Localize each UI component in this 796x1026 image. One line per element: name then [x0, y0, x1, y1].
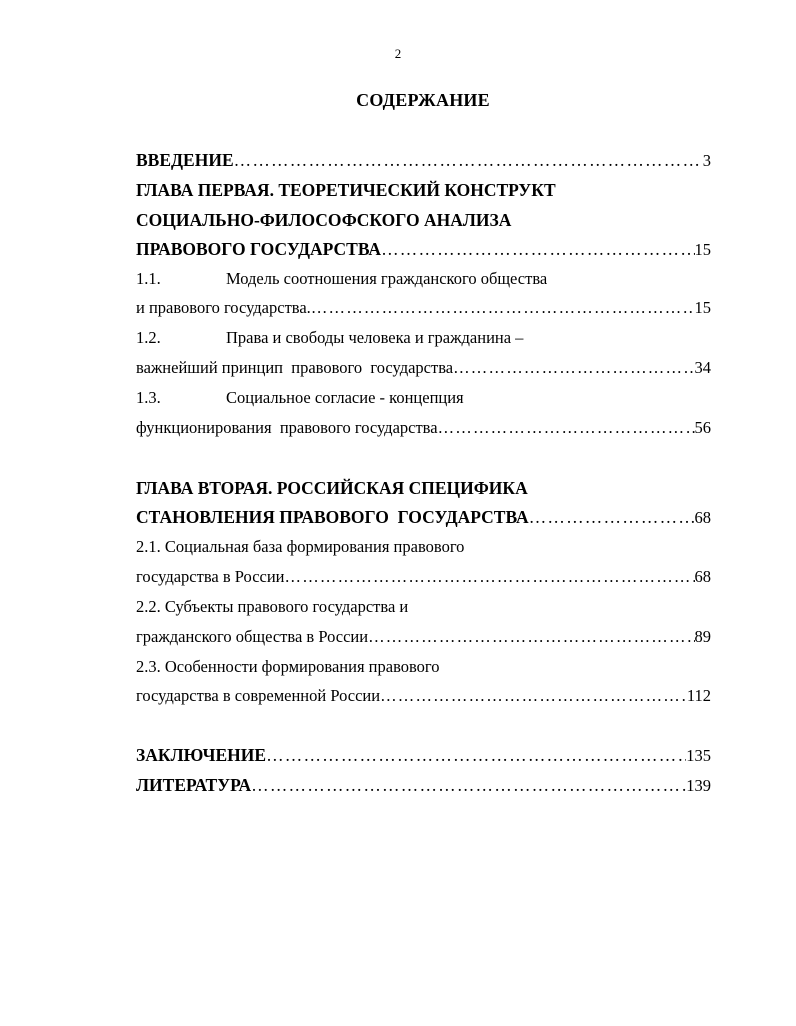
- toc-entry-literature[interactable]: [136, 775, 711, 797]
- toc-entry-label: важнейший принцип правового государства: [136, 358, 454, 377]
- toc-entry-introduction[interactable]: [136, 150, 711, 172]
- toc-page-number: 135: [686, 746, 711, 765]
- toc-page-number: 139: [686, 776, 711, 795]
- leader-dots: [381, 239, 694, 260]
- leader-dots: [234, 150, 703, 171]
- toc-entry-label: ЛИТЕРАТУРА: [136, 775, 252, 795]
- toc-section-2-1-line-2[interactable]: [136, 567, 711, 589]
- leader-dots: [453, 358, 694, 378]
- toc-section-2-3-line-2[interactable]: [136, 686, 711, 708]
- leader-dots: [380, 686, 687, 706]
- toc-entry-label: Модель соотношения гражданского общества: [226, 269, 548, 288]
- leader-dots: [438, 418, 695, 438]
- leader-dots: [251, 775, 686, 796]
- leader-dots: [368, 627, 694, 647]
- toc-section-1-2-line-1[interactable]: [136, 328, 711, 350]
- toc-section-2-2-line-1[interactable]: [136, 597, 711, 619]
- toc-entry-label: Права и свободы человека и гражданина –: [226, 328, 524, 347]
- toc-entry-label: ВВЕДЕНИЕ: [136, 150, 234, 170]
- toc-entry-label: ГЛАВА ПЕРВАЯ. ТЕОРЕТИЧЕСКИЙ КОНСТРУКТ: [136, 180, 556, 200]
- toc-entry-label: государства в современной России: [136, 686, 381, 705]
- toc-entry-label: 2.2. Субъекты правового государства и: [136, 597, 409, 616]
- toc-entry-label: государства в России: [136, 567, 285, 586]
- toc-chapter-2-line-1[interactable]: [136, 478, 711, 500]
- page-number: 2: [394, 46, 402, 61]
- toc-entry-label: СТАНОВЛЕНИЯ ПРАВОВОГО ГОСУДАРСТВА: [136, 507, 529, 527]
- toc-section-2-1-line-1[interactable]: [136, 537, 711, 559]
- toc-chapter-1-line-3[interactable]: [136, 239, 711, 261]
- toc-page-number: 34: [694, 358, 711, 377]
- toc-entry-label: ПРАВОВОГО ГОСУДАРСТВА: [136, 239, 382, 259]
- toc-section-1-1-line-1[interactable]: [136, 269, 711, 291]
- toc-chapter-1-line-2[interactable]: [136, 210, 711, 232]
- toc-entry-conclusion[interactable]: [136, 745, 711, 767]
- toc-section-1-3-line-2[interactable]: [136, 418, 711, 440]
- toc-entry-label: 2.1. Социальная база формирования правового: [136, 537, 465, 556]
- toc-chapter-1-line-1[interactable]: [136, 180, 711, 202]
- section-number: 1.2.: [136, 328, 161, 347]
- toc-entry-label: и правового государства.: [136, 298, 311, 317]
- toc-entry-label: функционирования правового государства: [136, 418, 438, 437]
- toc-entry-label: гражданского общества в России: [136, 627, 369, 646]
- leader-dots: [311, 298, 695, 318]
- toc-page-number: 68: [694, 567, 711, 586]
- toc-section-1-3-line-1[interactable]: [136, 388, 711, 410]
- toc-page-number: 56: [694, 418, 711, 437]
- toc-page-number: 89: [694, 627, 711, 646]
- toc-entry-label: ЗАКЛЮЧЕНИЕ: [136, 745, 267, 765]
- toc-page-number: 68: [694, 508, 711, 527]
- toc-entry-label: СОЦИАЛЬНО-ФИЛОСОФСКОГО АНАЛИЗА: [136, 210, 512, 230]
- toc-entry-label: ГЛАВА ВТОРАЯ. РОССИЙСКАЯ СПЕЦИФИКА: [136, 478, 528, 498]
- toc-page-number: 112: [686, 686, 711, 705]
- toc-chapter-2-line-2[interactable]: [136, 507, 711, 529]
- leader-dots: [529, 507, 695, 528]
- toc-entry-label: 2.3. Особенности формирования правового: [136, 657, 440, 676]
- toc-page-number: 15: [694, 240, 711, 259]
- leader-dots: [285, 567, 695, 587]
- toc-entry-label: Социальное согласие - концепция: [226, 388, 464, 407]
- leader-dots: [266, 745, 686, 766]
- toc-page-number: 3: [702, 151, 711, 170]
- toc-section-1-2-line-2[interactable]: [136, 358, 711, 380]
- toc-title: СОДЕРЖАНИЕ: [356, 90, 490, 110]
- section-number: 1.3.: [136, 388, 161, 407]
- toc-section-2-3-line-1[interactable]: [136, 657, 711, 679]
- section-number: 1.1.: [136, 269, 161, 288]
- toc-section-1-1-line-2[interactable]: [136, 298, 711, 320]
- toc-section-2-2-line-2[interactable]: [136, 627, 711, 649]
- toc-page-number: 15: [694, 298, 711, 317]
